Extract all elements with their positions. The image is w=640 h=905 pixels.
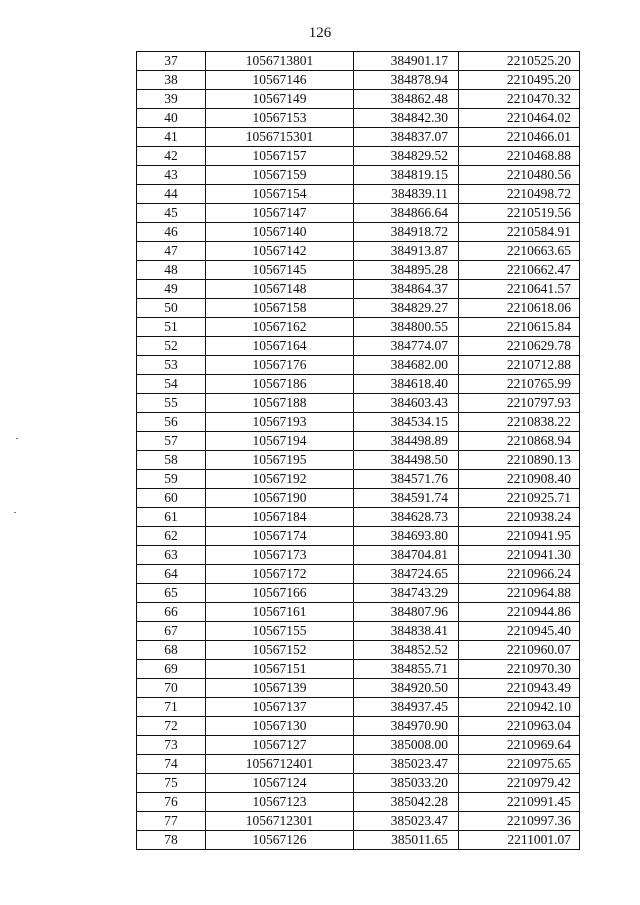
row-number-cell: 49 [137, 280, 206, 299]
y-coordinate-cell: 2210584.91 [459, 223, 580, 242]
x-coordinate-cell: 384628.73 [354, 508, 459, 527]
y-coordinate-cell: 2210466.01 [459, 128, 580, 147]
row-number-cell: 74 [137, 755, 206, 774]
y-coordinate-cell: 2210945.40 [459, 622, 580, 641]
row-number-cell: 45 [137, 204, 206, 223]
row-number-cell: 55 [137, 394, 206, 413]
y-coordinate-cell: 2210966.24 [459, 565, 580, 584]
row-number-cell: 46 [137, 223, 206, 242]
y-coordinate-cell: 2210495.20 [459, 71, 580, 90]
table-row [137, 812, 580, 831]
point-id-cell: 1056713801 [206, 52, 354, 71]
y-coordinate-cell: 2210941.30 [459, 546, 580, 565]
y-coordinate-cell: 2210618.06 [459, 299, 580, 318]
table-row [137, 698, 580, 717]
y-coordinate-cell: 2210629.78 [459, 337, 580, 356]
y-coordinate-cell: 2210964.88 [459, 584, 580, 603]
scan-mark [14, 512, 16, 513]
point-id-cell: 10567188 [206, 394, 354, 413]
table-row [137, 280, 580, 299]
point-id-cell: 10567192 [206, 470, 354, 489]
table-row [137, 147, 580, 166]
point-id-cell: 10567186 [206, 375, 354, 394]
y-coordinate-cell: 2210943.49 [459, 679, 580, 698]
y-coordinate-cell: 2210519.56 [459, 204, 580, 223]
x-coordinate-cell: 384838.41 [354, 622, 459, 641]
y-coordinate-cell: 2210641.57 [459, 280, 580, 299]
x-coordinate-cell: 384682.00 [354, 356, 459, 375]
table-row [137, 508, 580, 527]
x-coordinate-cell: 384603.43 [354, 394, 459, 413]
row-number-cell: 76 [137, 793, 206, 812]
x-coordinate-cell: 384743.29 [354, 584, 459, 603]
y-coordinate-cell: 2210938.24 [459, 508, 580, 527]
y-coordinate-cell: 2210969.64 [459, 736, 580, 755]
table-row [137, 109, 580, 128]
point-id-cell: 10567124 [206, 774, 354, 793]
row-number-cell: 65 [137, 584, 206, 603]
table-row [137, 660, 580, 679]
point-id-cell: 10567184 [206, 508, 354, 527]
y-coordinate-cell: 2210480.56 [459, 166, 580, 185]
table-row [137, 489, 580, 508]
y-coordinate-cell: 2210868.94 [459, 432, 580, 451]
x-coordinate-cell: 385042.28 [354, 793, 459, 812]
x-coordinate-cell: 385008.00 [354, 736, 459, 755]
table-row [137, 622, 580, 641]
point-id-cell: 10567190 [206, 489, 354, 508]
row-number-cell: 52 [137, 337, 206, 356]
y-coordinate-cell: 2210925.71 [459, 489, 580, 508]
point-id-cell: 1056712401 [206, 755, 354, 774]
row-number-cell: 60 [137, 489, 206, 508]
point-id-cell: 10567174 [206, 527, 354, 546]
row-number-cell: 73 [137, 736, 206, 755]
table-row [137, 641, 580, 660]
table-row [137, 223, 580, 242]
y-coordinate-cell: 2210979.42 [459, 774, 580, 793]
point-id-cell: 10567145 [206, 261, 354, 280]
table-row [137, 603, 580, 622]
x-coordinate-cell: 384807.96 [354, 603, 459, 622]
table-row [137, 736, 580, 755]
row-number-cell: 47 [137, 242, 206, 261]
row-number-cell: 70 [137, 679, 206, 698]
x-coordinate-cell: 384855.71 [354, 660, 459, 679]
x-coordinate-cell: 384618.40 [354, 375, 459, 394]
table-row [137, 470, 580, 489]
table-row [137, 546, 580, 565]
y-coordinate-cell: 2210663.65 [459, 242, 580, 261]
row-number-cell: 51 [137, 318, 206, 337]
row-number-cell: 40 [137, 109, 206, 128]
x-coordinate-cell: 384829.52 [354, 147, 459, 166]
x-coordinate-cell: 385023.47 [354, 755, 459, 774]
y-coordinate-cell: 2210997.36 [459, 812, 580, 831]
table-row [137, 394, 580, 413]
x-coordinate-cell: 384571.76 [354, 470, 459, 489]
point-id-cell: 10567161 [206, 603, 354, 622]
point-id-cell: 10567173 [206, 546, 354, 565]
y-coordinate-cell: 2210468.88 [459, 147, 580, 166]
x-coordinate-cell: 384901.17 [354, 52, 459, 71]
x-coordinate-cell: 384829.27 [354, 299, 459, 318]
x-coordinate-cell: 385011.65 [354, 831, 459, 850]
table-row [137, 375, 580, 394]
table-row [137, 356, 580, 375]
x-coordinate-cell: 384920.50 [354, 679, 459, 698]
x-coordinate-cell: 384970.90 [354, 717, 459, 736]
y-coordinate-cell: 2210960.07 [459, 641, 580, 660]
point-id-cell: 10567148 [206, 280, 354, 299]
point-id-cell: 10567154 [206, 185, 354, 204]
row-number-cell: 48 [137, 261, 206, 280]
table-row [137, 584, 580, 603]
y-coordinate-cell: 2210941.95 [459, 527, 580, 546]
x-coordinate-cell: 384724.65 [354, 565, 459, 584]
x-coordinate-cell: 384839.11 [354, 185, 459, 204]
x-coordinate-cell: 384918.72 [354, 223, 459, 242]
table-row [137, 90, 580, 109]
table-row [137, 166, 580, 185]
row-number-cell: 64 [137, 565, 206, 584]
point-id-cell: 10567159 [206, 166, 354, 185]
point-id-cell: 10567164 [206, 337, 354, 356]
row-number-cell: 53 [137, 356, 206, 375]
y-coordinate-cell: 2210991.45 [459, 793, 580, 812]
row-number-cell: 75 [137, 774, 206, 793]
y-coordinate-cell: 2210890.13 [459, 451, 580, 470]
x-coordinate-cell: 384878.94 [354, 71, 459, 90]
y-coordinate-cell: 2210908.40 [459, 470, 580, 489]
y-coordinate-cell: 2210942.10 [459, 698, 580, 717]
table-row [137, 831, 580, 850]
point-id-cell: 10567158 [206, 299, 354, 318]
row-number-cell: 39 [137, 90, 206, 109]
x-coordinate-cell: 384534.15 [354, 413, 459, 432]
table-row [137, 755, 580, 774]
x-coordinate-cell: 384591.74 [354, 489, 459, 508]
table-row [137, 299, 580, 318]
row-number-cell: 62 [137, 527, 206, 546]
table-row [137, 679, 580, 698]
y-coordinate-cell: 2211001.07 [459, 831, 580, 850]
row-number-cell: 44 [137, 185, 206, 204]
point-id-cell: 10567127 [206, 736, 354, 755]
point-id-cell: 1056715301 [206, 128, 354, 147]
y-coordinate-cell: 2210525.20 [459, 52, 580, 71]
row-number-cell: 43 [137, 166, 206, 185]
table-row [137, 565, 580, 584]
row-number-cell: 66 [137, 603, 206, 622]
row-number-cell: 56 [137, 413, 206, 432]
point-id-cell: 10567155 [206, 622, 354, 641]
point-id-cell: 10567139 [206, 679, 354, 698]
y-coordinate-cell: 2210662.47 [459, 261, 580, 280]
x-coordinate-cell: 384842.30 [354, 109, 459, 128]
y-coordinate-cell: 2210615.84 [459, 318, 580, 337]
table-row [137, 432, 580, 451]
scan-mark [16, 438, 18, 439]
row-number-cell: 50 [137, 299, 206, 318]
table-row [137, 451, 580, 470]
coordinates-table [136, 51, 580, 850]
table-row [137, 527, 580, 546]
point-id-cell: 1056712301 [206, 812, 354, 831]
point-id-cell: 10567123 [206, 793, 354, 812]
x-coordinate-cell: 384693.80 [354, 527, 459, 546]
x-coordinate-cell: 384774.07 [354, 337, 459, 356]
x-coordinate-cell: 384800.55 [354, 318, 459, 337]
point-id-cell: 10567130 [206, 717, 354, 736]
point-id-cell: 10567194 [206, 432, 354, 451]
row-number-cell: 42 [137, 147, 206, 166]
point-id-cell: 10567126 [206, 831, 354, 850]
x-coordinate-cell: 384937.45 [354, 698, 459, 717]
point-id-cell: 10567142 [206, 242, 354, 261]
x-coordinate-cell: 384866.64 [354, 204, 459, 223]
table-row [137, 52, 580, 71]
point-id-cell: 10567166 [206, 584, 354, 603]
table-row [137, 242, 580, 261]
row-number-cell: 67 [137, 622, 206, 641]
point-id-cell: 10567157 [206, 147, 354, 166]
x-coordinate-cell: 385033.20 [354, 774, 459, 793]
y-coordinate-cell: 2210797.93 [459, 394, 580, 413]
table-row [137, 128, 580, 147]
row-number-cell: 72 [137, 717, 206, 736]
row-number-cell: 38 [137, 71, 206, 90]
table-row [137, 261, 580, 280]
row-number-cell: 68 [137, 641, 206, 660]
point-id-cell: 10567152 [206, 641, 354, 660]
x-coordinate-cell: 384498.89 [354, 432, 459, 451]
row-number-cell: 71 [137, 698, 206, 717]
y-coordinate-cell: 2210765.99 [459, 375, 580, 394]
row-number-cell: 69 [137, 660, 206, 679]
point-id-cell: 10567162 [206, 318, 354, 337]
point-id-cell: 10567172 [206, 565, 354, 584]
row-number-cell: 78 [137, 831, 206, 850]
x-coordinate-cell: 384895.28 [354, 261, 459, 280]
table-row [137, 413, 580, 432]
row-number-cell: 54 [137, 375, 206, 394]
x-coordinate-cell: 384819.15 [354, 166, 459, 185]
table-row [137, 204, 580, 223]
x-coordinate-cell: 384852.52 [354, 641, 459, 660]
y-coordinate-cell: 2210712.88 [459, 356, 580, 375]
point-id-cell: 10567147 [206, 204, 354, 223]
y-coordinate-cell: 2210470.32 [459, 90, 580, 109]
row-number-cell: 59 [137, 470, 206, 489]
table-row [137, 717, 580, 736]
point-id-cell: 10567153 [206, 109, 354, 128]
x-coordinate-cell: 384704.81 [354, 546, 459, 565]
point-id-cell: 10567149 [206, 90, 354, 109]
x-coordinate-cell: 384862.48 [354, 90, 459, 109]
x-coordinate-cell: 384837.07 [354, 128, 459, 147]
table-row [137, 185, 580, 204]
row-number-cell: 77 [137, 812, 206, 831]
x-coordinate-cell: 384913.87 [354, 242, 459, 261]
table-row [137, 71, 580, 90]
point-id-cell: 10567176 [206, 356, 354, 375]
x-coordinate-cell: 384498.50 [354, 451, 459, 470]
point-id-cell: 10567146 [206, 71, 354, 90]
point-id-cell: 10567193 [206, 413, 354, 432]
row-number-cell: 37 [137, 52, 206, 71]
y-coordinate-cell: 2210464.02 [459, 109, 580, 128]
table-row [137, 793, 580, 812]
row-number-cell: 61 [137, 508, 206, 527]
y-coordinate-cell: 2210970.30 [459, 660, 580, 679]
point-id-cell: 10567137 [206, 698, 354, 717]
table-row [137, 774, 580, 793]
y-coordinate-cell: 2210975.65 [459, 755, 580, 774]
point-id-cell: 10567151 [206, 660, 354, 679]
point-id-cell: 10567140 [206, 223, 354, 242]
x-coordinate-cell: 384864.37 [354, 280, 459, 299]
y-coordinate-cell: 2210944.86 [459, 603, 580, 622]
coordinates-table-body [137, 52, 580, 850]
y-coordinate-cell: 2210963.04 [459, 717, 580, 736]
table-row [137, 337, 580, 356]
table-row [137, 318, 580, 337]
row-number-cell: 57 [137, 432, 206, 451]
x-coordinate-cell: 385023.47 [354, 812, 459, 831]
y-coordinate-cell: 2210498.72 [459, 185, 580, 204]
page-number: 126 [308, 25, 332, 41]
row-number-cell: 58 [137, 451, 206, 470]
row-number-cell: 63 [137, 546, 206, 565]
row-number-cell: 41 [137, 128, 206, 147]
y-coordinate-cell: 2210838.22 [459, 413, 580, 432]
point-id-cell: 10567195 [206, 451, 354, 470]
